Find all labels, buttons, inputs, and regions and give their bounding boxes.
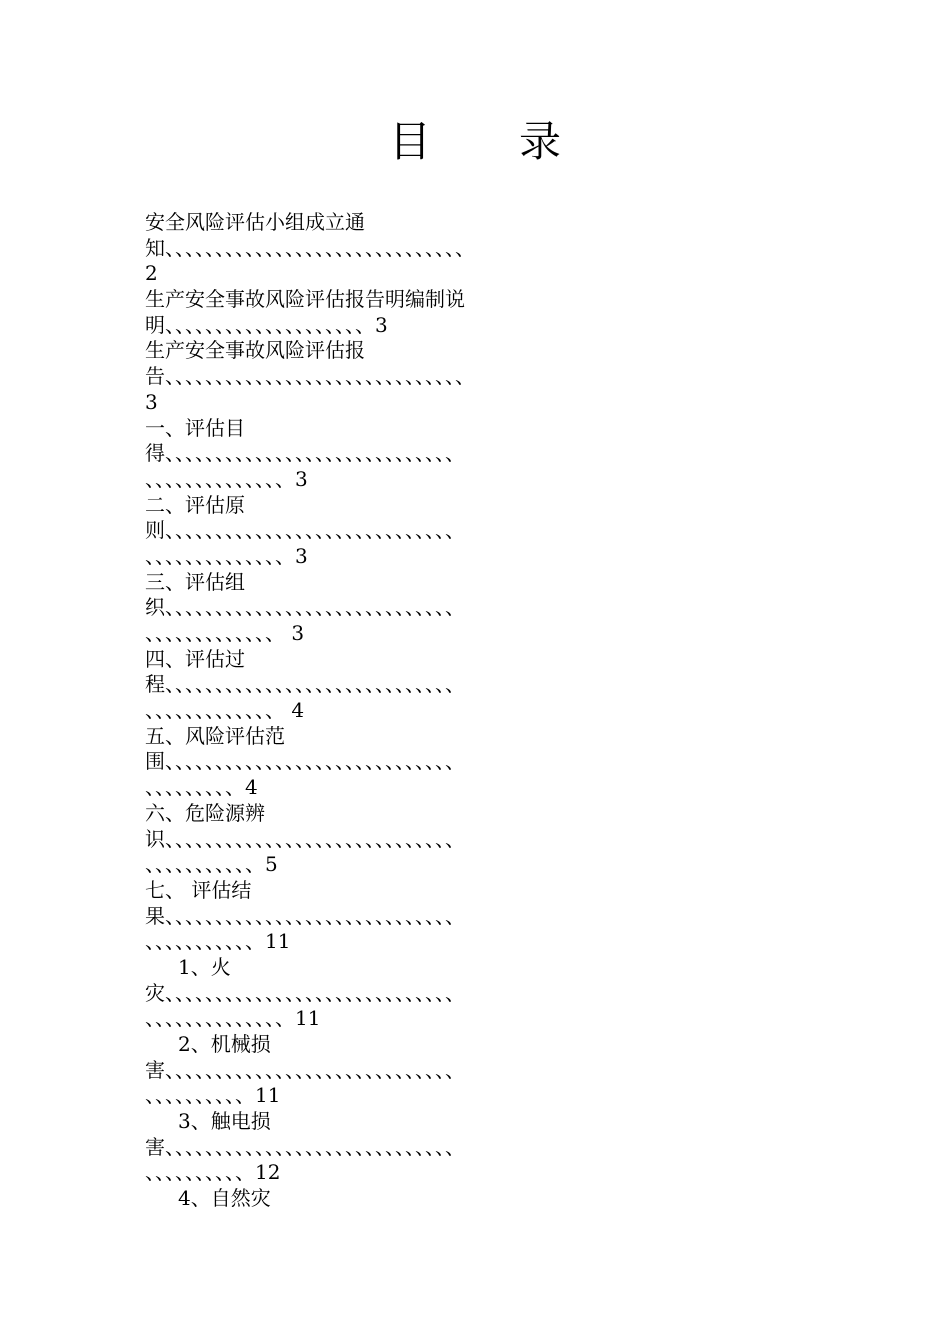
toc-line: 、、、、、、、、、、、、、、3 [145,543,308,568]
toc-line: 、、、、、、、、、、、、、 4 [145,698,305,723]
toc-line: 生产安全事故风险评估报告明编制说 [145,287,465,312]
toc-line: 、、、、、、、、、、、、、、11 [145,1006,321,1031]
toc-line: 、、、、、、、、、、、11 [145,929,291,954]
toc-line: 3 [145,389,158,414]
toc-line: 安全风险评估小组成立通 [145,210,365,234]
toc-line: 围、、、、、、、、、、、、、、、、、、、、、、、、、、、、、 [145,749,465,774]
toc-line: 则、、、、、、、、、、、、、、、、、、、、、、、、、、、、、 [145,518,465,543]
toc-line: 、、、、、、、、、、、5 [145,852,278,877]
toc-line: 果、、、、、、、、、、、、、、、、、、、、、、、、、、、、、 [145,903,465,928]
toc-line: 4、自然灾 [178,1186,271,1211]
toc-line: 2 [145,261,158,286]
toc-line: 得、、、、、、、、、、、、、、、、、、、、、、、、、、、、、 [145,441,465,466]
page-title [0,112,950,172]
toc-line: 织、、、、、、、、、、、、、、、、、、、、、、、、、、、、、 [145,595,465,620]
toc-line: 识、、、、、、、、、、、、、、、、、、、、、、、、、、、、、 [145,826,465,851]
toc-line: 1、火 [178,954,231,979]
toc-line: 七、 评估结 [145,877,252,902]
toc-line: 四、评估过 [145,646,245,671]
toc-line: 害、、、、、、、、、、、、、、、、、、、、、、、、、、、、、 [145,1057,465,1082]
toc-line: 五、风险评估范 [145,723,285,748]
title-char-2: 录 [519,117,562,166]
toc-line: 知、、、、、、、、、、、、、、、、、、、、、、、、、、、、、、 [145,235,475,260]
title-char-1: 目 [388,117,431,166]
toc-line: 灾、、、、、、、、、、、、、、、、、、、、、、、、、、、、、 [145,980,465,1005]
toc-line: 、、、、、、、、、、12 [145,1160,281,1185]
toc-line: 2、机械损 [178,1032,271,1056]
toc-line: 生产安全事故风险评估报 [145,338,365,363]
toc-line: 明、、、、、、、、、、、、、、、、、、、、3 [145,312,388,337]
toc-line: 三、评估组 [145,569,245,594]
toc-line: 告、、、、、、、、、、、、、、、、、、、、、、、、、、、、、、 [145,364,475,389]
toc-line: 害、、、、、、、、、、、、、、、、、、、、、、、、、、、、、 [145,1134,465,1159]
toc-line: 、、、、、、、、、、11 [145,1083,281,1108]
toc-line: 、、、、、、、、、、、、、 3 [145,621,305,645]
table-of-contents [145,210,810,1212]
toc-line: 一、评估目 [145,415,245,440]
toc-line: 、、、、、、、、、4 [145,775,258,800]
toc-line: 二、评估原 [145,492,245,517]
toc-line: 程、、、、、、、、、、、、、、、、、、、、、、、、、、、、、 [145,672,465,697]
toc-line: 、、、、、、、、、、、、、、3 [145,466,308,491]
toc-line: 3、触电损 [178,1109,271,1134]
toc-line: 六、危险源辨 [145,800,265,825]
